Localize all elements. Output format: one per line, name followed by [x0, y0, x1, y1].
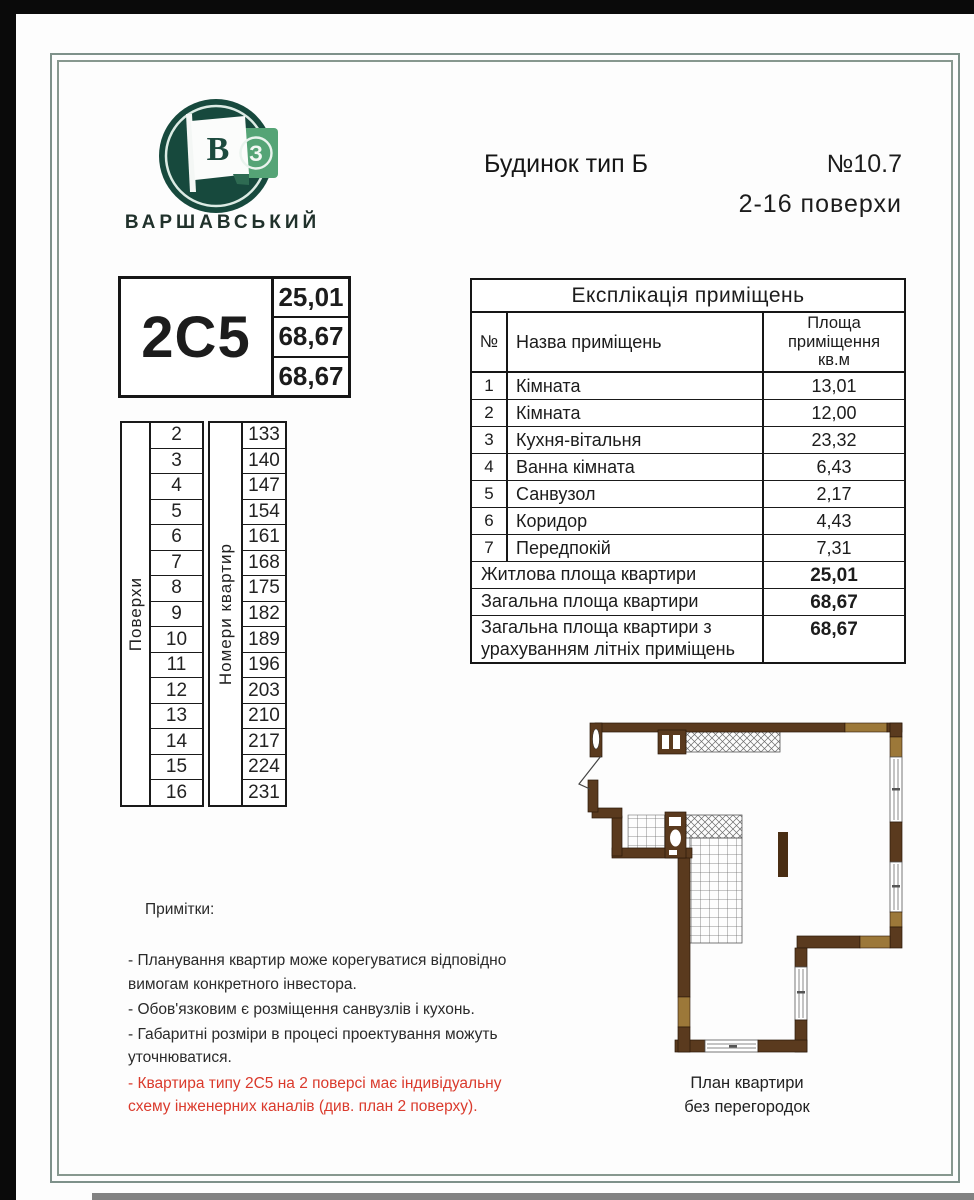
floor-cell: 2	[151, 423, 202, 449]
apartment-cell: 203	[243, 678, 285, 704]
note-item: - Габаритні розміри в процесі проектування можуть уточнюватися.	[128, 1026, 498, 1067]
apartment-cell: 140	[243, 449, 285, 475]
floor-cell: 6	[151, 525, 202, 551]
apartment-numbers-table	[208, 421, 287, 807]
apartment-cell: 168	[243, 551, 285, 577]
apartments-label: Номери квартир	[215, 542, 235, 686]
scan-edge-bottom	[92, 1193, 974, 1200]
floor-cell: 3	[151, 449, 202, 475]
floor-plan-drawing	[565, 710, 915, 1060]
unit-code: 2С5	[121, 279, 274, 395]
apartment-cell: 196	[243, 653, 285, 679]
table-row: 6 Коридор 4,43	[472, 508, 904, 535]
svg-text:В: В	[206, 131, 230, 168]
table-row: 1 Кімната 13,01	[472, 373, 904, 400]
apartment-cell: 133	[243, 423, 285, 449]
apartment-cell: 217	[243, 729, 285, 755]
apartment-cell: 175	[243, 576, 285, 602]
floor-cell: 7	[151, 551, 202, 577]
note-item-highlighted: - Квартира типу 2С5 на 2 поверсі має індивідуальну схему інженерних каналів (див. план 2 поверху).	[128, 1074, 502, 1115]
apartment-cell: 231	[248, 781, 280, 803]
notes-title: Примітки:	[145, 901, 215, 918]
floors-label: Поверхи	[125, 576, 145, 652]
unit-total-area: 68,67	[274, 318, 348, 357]
apartment-cell: 161	[243, 525, 285, 551]
scan-edge-left	[0, 0, 16, 1200]
table-row: 4 Ванна кімната 6,43	[472, 454, 904, 481]
tile-grid-hatch	[628, 815, 668, 848]
vent-shaft-hatch-top	[686, 732, 780, 752]
unit-living-area: 25,01	[274, 279, 348, 318]
floor-cell: 9	[151, 602, 202, 628]
vent-block-mid	[665, 812, 686, 858]
vent-block-top	[658, 730, 686, 754]
floors-range: 2-16 поверхи	[738, 190, 902, 218]
shaft-grid-hatch	[690, 838, 742, 943]
explication-table	[470, 278, 906, 664]
floor-cell: 14	[151, 729, 202, 755]
floor-cell: 12	[151, 678, 202, 704]
plan-caption: План квартири без перегородок	[684, 1074, 810, 1116]
note-item: - Планування квартир може корегуватися відповідно вимогам конкретного інвестора.	[128, 952, 507, 993]
floor-cell: 13	[151, 704, 202, 730]
brand-name: ВАРШАВСЬКИЙ	[124, 212, 321, 233]
apartment-cell: 224	[243, 755, 285, 781]
floors-table	[120, 421, 204, 807]
interior-wall-stub	[778, 832, 788, 877]
floor-cell: 4	[151, 474, 202, 500]
floor-cell: 16	[165, 781, 188, 803]
scan-edge-top	[0, 0, 974, 14]
building-type: Будинок тип Б	[484, 150, 648, 178]
svg-text:З: З	[249, 141, 263, 166]
explication-title: Експлікація приміщень	[472, 280, 904, 313]
total-row-living-area: Житлова площа квартири 25,01	[472, 562, 904, 589]
table-row: 5 Санвузол 2,17	[472, 481, 904, 508]
window-right-lower	[890, 862, 902, 912]
unit-total-area-summer: 68,67	[278, 360, 344, 391]
unit-card	[118, 276, 351, 398]
window-protrusion-right	[795, 967, 807, 1020]
notes-section	[128, 898, 528, 1120]
col-header-name: Назва приміщень	[508, 313, 764, 371]
floor-cell: 15	[151, 755, 202, 781]
table-row: 2 Кімната 12,00	[472, 400, 904, 427]
floor-cell: 11	[151, 653, 202, 679]
floor-cell: 8	[151, 576, 202, 602]
col-header-no: №	[472, 313, 508, 371]
table-row: 3 Кухня-вітальня 23,32	[472, 427, 904, 454]
explication-header-row	[472, 313, 904, 373]
plan-number: №10.7	[826, 150, 902, 178]
total-row-total-area-summer: Загальна площа квартири з урахуванням літніх приміщень 68,67	[472, 616, 904, 662]
floor-cell: 5	[151, 500, 202, 526]
apartment-cell: 210	[243, 704, 285, 730]
vent-shaft-hatch-mid	[686, 815, 742, 838]
entrance-door	[579, 723, 602, 789]
apartment-cell: 189	[243, 627, 285, 653]
apartment-cell: 182	[243, 602, 285, 628]
apartment-cell: 154	[243, 500, 285, 526]
note-item: - Обов'язковим є розміщення санвузлів і кухонь.	[128, 1000, 475, 1018]
total-row-total-area: Загальна площа квартири 68,67	[472, 589, 904, 616]
window-right-upper	[890, 757, 902, 822]
window-protrusion-bottom	[705, 1040, 758, 1052]
col-header-area: Площа приміщення кв.м	[787, 314, 881, 370]
table-row: 7 Передпокій 7,31	[472, 535, 904, 562]
apartment-cell: 147	[243, 474, 285, 500]
floor-cell: 10	[151, 627, 202, 653]
